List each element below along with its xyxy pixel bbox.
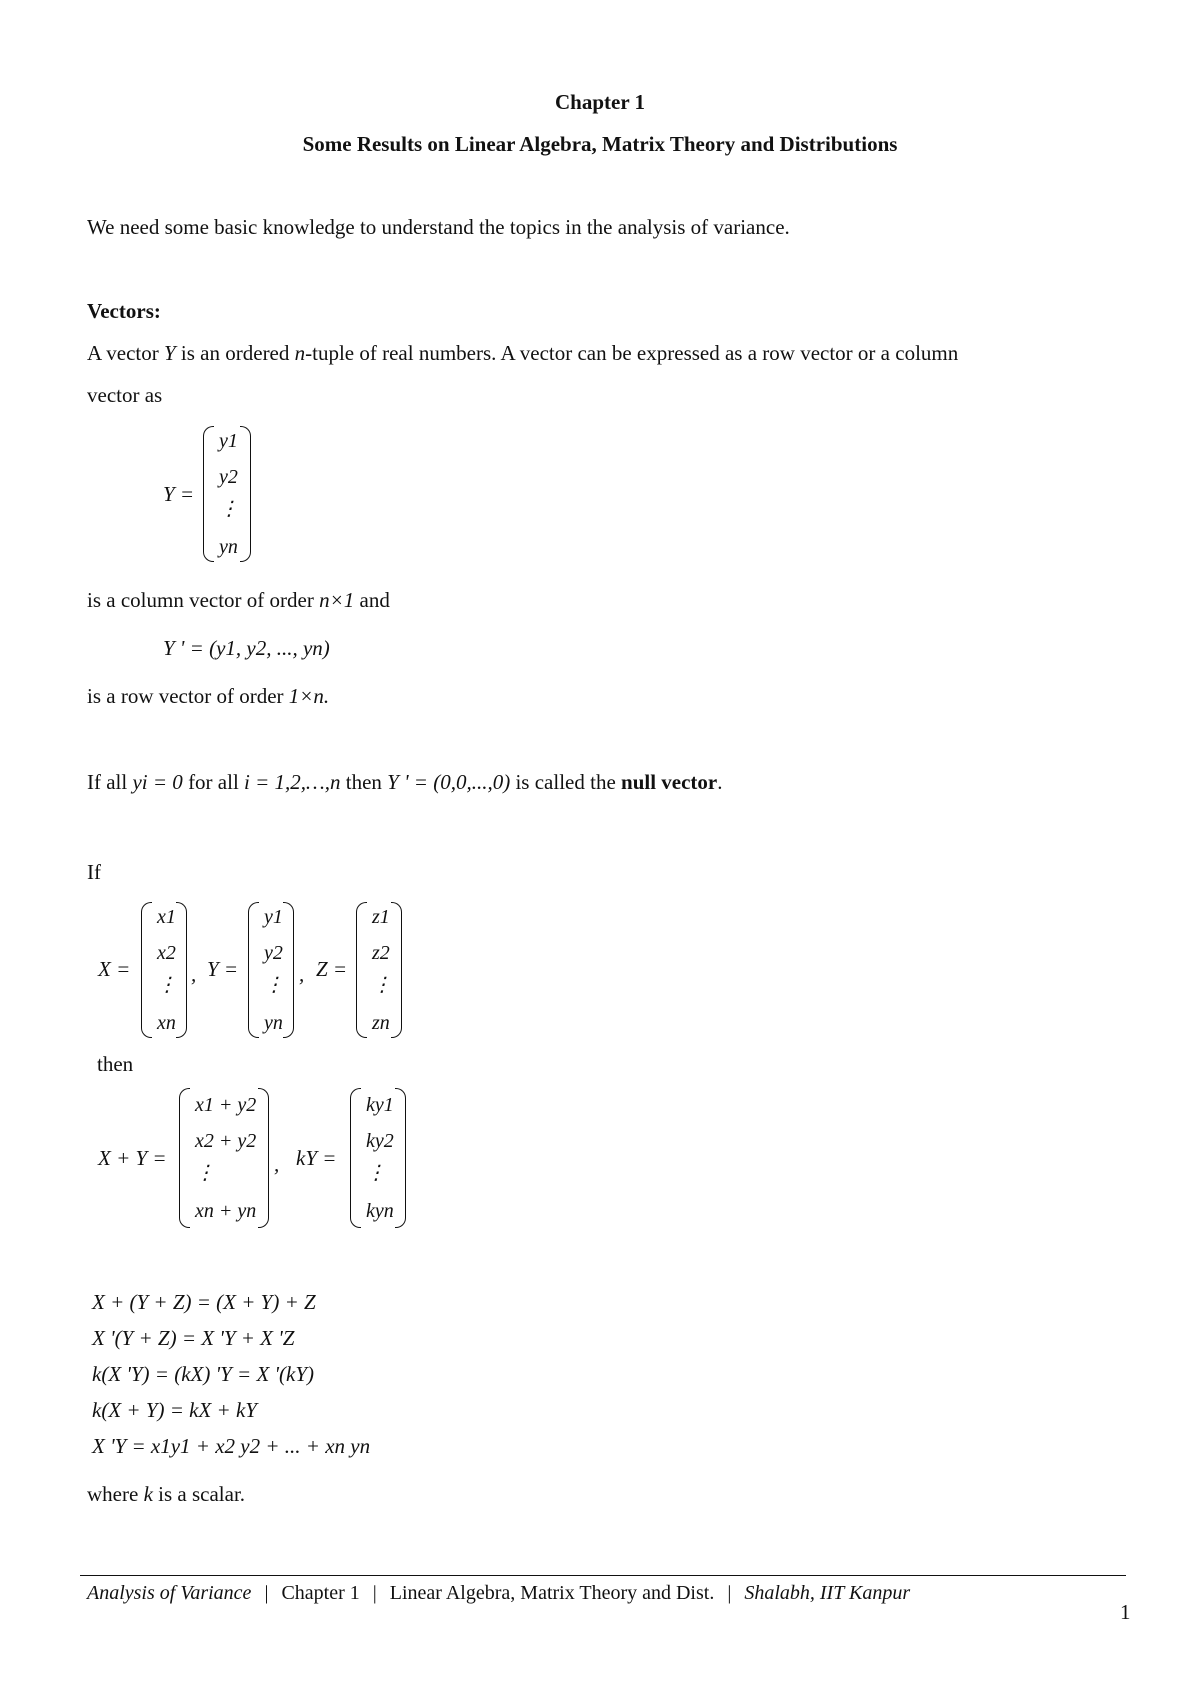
row-vector-equation: Y ' = (y1, y2, ..., yn) [163,636,330,660]
footer-course: Analysis of Variance [87,1582,252,1604]
matrix-entry: ⋮ [372,974,392,996]
matrix-entry: ⋮ [219,498,239,520]
vector-definition-line2: vector as [87,383,163,407]
page-number: 1 [1120,1600,1131,1624]
matrix-entry: z2 [372,942,390,964]
identity-scalar-distributive: k(X + Y) = kX + kY [92,1398,257,1422]
matrix-entry: y2 [264,942,283,964]
comma: , [299,962,305,986]
matrix-entry: yn [264,1012,283,1034]
identity-associative: X + (Y + Z) = (X + Y) + Z [92,1290,316,1314]
matrix-entry: z1 [372,906,390,928]
scalar-note: where k is a scalar. [87,1482,246,1506]
x-vector-lhs: X = [98,957,131,981]
matrix-entry: ⋮ [157,974,177,996]
matrix-entry: xn [157,1012,176,1034]
col-vector-matrix [203,426,251,562]
matrix-entry: x1 [157,906,176,928]
matrix-entry: y2 [219,466,238,488]
footer-author: Shalabh, IIT Kanpur [744,1582,911,1604]
identity-distributive-inner: X '(Y + Z) = X 'Y + X 'Z [92,1326,295,1350]
matrix-entry: ⋮ [264,974,284,996]
matrix-entry: y1 [219,430,238,452]
vector-definition: A vector Y is an ordered n-tuple of real numbers. A vector can be expressed as a row vector or a column [87,341,959,365]
null-vector-sentence: If all yi = 0 for all i = 1,2,…,n then Y ' = (0,0,...,0) is called the null vector. [87,770,723,794]
footer-topic: Linear Algebra, Matrix Theory and Dist. [389,1582,715,1604]
z-vector-matrix [356,902,402,1038]
sum-matrix [179,1088,269,1228]
if-label: If [87,860,101,884]
y-vector-matrix [248,902,294,1038]
footer-chapter: Chapter 1 [281,1582,360,1604]
comma: , [191,962,197,986]
identity-scalar-inner: k(X 'Y) = (kX) 'Y = X '(kY) [92,1362,315,1386]
footer-separator: | [372,1582,377,1604]
matrix-entry: ⋮ [366,1162,386,1184]
col-vector-lhs: Y = [163,482,195,506]
matrix-entry: zn [372,1012,390,1034]
matrix-entry: ky2 [366,1130,394,1152]
matrix-entry: ⋮ [195,1162,215,1184]
identity-inner-product: X 'Y = x1y1 + x2 y2 + ... + xn yn [92,1434,371,1458]
matrix-entry: x2 + y2 [195,1130,257,1152]
footer-separator: | [264,1582,269,1604]
matrix-entry: ky1 [366,1094,394,1116]
scalar-matrix [350,1088,406,1228]
matrix-entry: kyn [366,1200,394,1222]
matrix-entry: xn + yn [195,1200,257,1222]
footer-separator: | [727,1582,732,1604]
scalar-lhs: kY = [296,1146,337,1170]
chapter-subtitle: Some Results on Linear Algebra, Matrix Theory and Distributions [302,132,898,156]
comma: , [274,1152,280,1176]
z-vector-lhs: Z = [316,957,348,981]
vectors-heading: Vectors: [87,299,161,323]
footer [87,1582,910,1605]
chapter-title: Chapter 1 [554,90,646,114]
intro-paragraph: We need some basic knowledge to understand the topics in the analysis of variance. [87,215,790,239]
matrix-entry: yn [219,536,238,558]
matrix-entry: y1 [264,906,283,928]
then-label: then [97,1052,134,1076]
sum-lhs: X + Y = [98,1146,167,1170]
x-vector-matrix [141,902,187,1038]
matrix-entry: x1 + y2 [195,1094,257,1116]
footer-rule [80,1575,1126,1576]
matrix-entry: x2 [157,942,176,964]
col-vector-text: is a column vector of order n×1 and [87,588,390,612]
y-vector-lhs: Y = [207,957,239,981]
row-vector-text: is a row vector of order 1×n. [87,684,330,708]
